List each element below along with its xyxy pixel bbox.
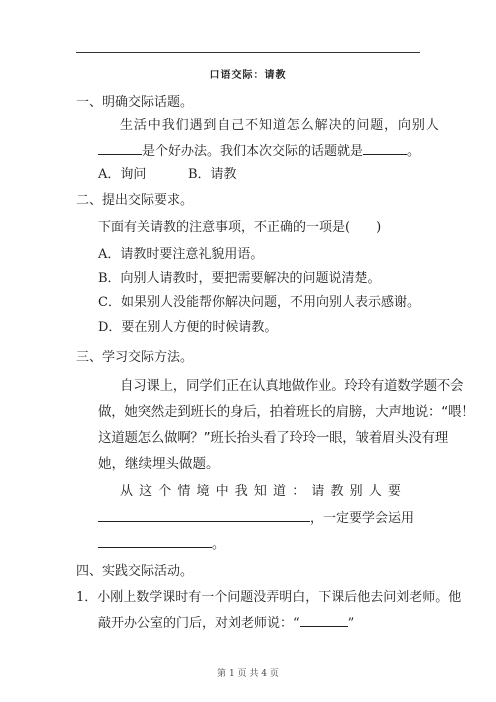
answer-blank[interactable] bbox=[98, 535, 212, 548]
section-1-text: 是个好办法。我们本次交际的话题就是 bbox=[142, 144, 364, 159]
lesson-line-3 bbox=[98, 535, 225, 553]
section-3-heading: 三、学习交际方法。 bbox=[76, 350, 194, 365]
story-line-3: 这道题怎么做啊？”班长抬头看了玲玲一眼，皱着眉头没有理 bbox=[98, 430, 448, 446]
section-2-question: 下面有关请教的注意事项，不正确的一项是( ) bbox=[98, 220, 382, 235]
page-title: 口语交际：请教 bbox=[209, 70, 287, 81]
section-1-heading: 一、明确交际话题。 bbox=[76, 95, 194, 110]
section-4-heading: 四、实践交际活动。 bbox=[76, 564, 194, 579]
option-a: A．询问 bbox=[98, 167, 147, 182]
question-1-quote-end: ” bbox=[347, 616, 355, 631]
answer-blank[interactable] bbox=[363, 142, 407, 155]
option-b: B．请教 bbox=[188, 167, 237, 182]
answer-blank[interactable] bbox=[98, 142, 142, 155]
section-1-text-end: 。 bbox=[407, 144, 421, 159]
choice-d: D．要在别人方便的时候请教。 bbox=[98, 320, 278, 335]
answer-blank[interactable] bbox=[98, 509, 310, 522]
lesson-text: ，一定要学会运用 bbox=[310, 511, 415, 526]
section-1-paragraph-line-1: 生活中我们遇到自己不知道怎么解决的问题，向别人 bbox=[120, 118, 440, 133]
section-2-heading: 二、提出交际要求。 bbox=[76, 193, 194, 208]
story-line-2: 做，她突然走到班长的身后，拍着班长的肩膀，大声地说：“喂！ bbox=[98, 404, 475, 420]
lesson-line-1: 从 这 个 情 境 中 我 知 道 ： 请 教 别 人 要 bbox=[120, 484, 402, 499]
choice-a: A．请教时要注意礼貌用语。 bbox=[98, 247, 264, 262]
story-line-1: 自习课上，同学们正在认真地做作业。玲玲有道数学题不会 bbox=[120, 378, 464, 394]
header-rule bbox=[76, 52, 420, 53]
choice-c: C．如果别人没能帮你解决问题，不用向别人表示感谢。 bbox=[98, 295, 420, 310]
question-1-line-1: 1．小刚上数学课时有一个问题没弄明白，下课后他去问刘老师。他 bbox=[76, 590, 462, 605]
choice-b: B．向别人请教时，要把需要解决的问题说清楚。 bbox=[98, 271, 381, 286]
section-1-paragraph-line-2 bbox=[98, 142, 420, 160]
lesson-text-end: 。 bbox=[212, 537, 226, 552]
question-1-line-2 bbox=[98, 614, 354, 632]
answer-blank[interactable] bbox=[300, 614, 348, 627]
question-1-text: 敲开办公室的门后，对刘老师说：“ bbox=[98, 616, 300, 631]
story-line-4: 她，继续埋头做题。 bbox=[98, 456, 220, 472]
lesson-line-2 bbox=[98, 509, 414, 527]
page-footer: 第 1 页 共 4 页 bbox=[217, 669, 279, 679]
